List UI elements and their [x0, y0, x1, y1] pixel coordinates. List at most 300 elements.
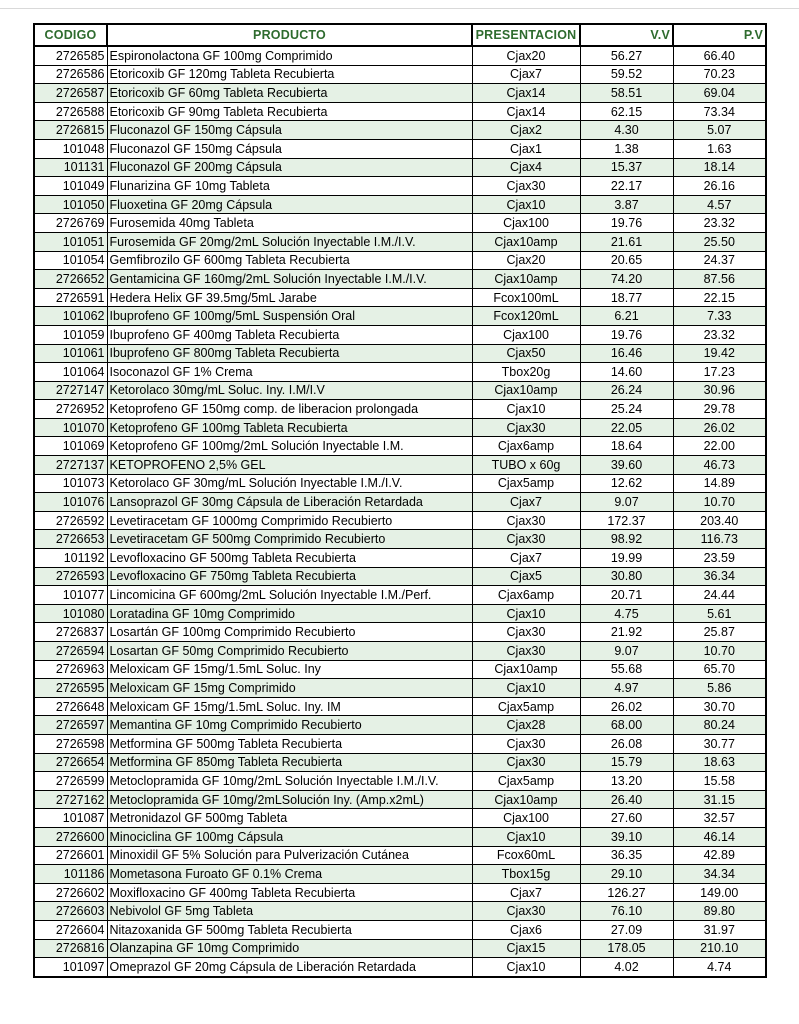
codigo-cell: 2726815 — [34, 121, 107, 140]
codigo-cell: 101076 — [34, 493, 107, 512]
codigo-cell: 101069 — [34, 437, 107, 456]
vv-cell: 18.64 — [580, 437, 673, 456]
table-row — [34, 679, 766, 698]
presentacion-cell: Cjax6amp — [472, 437, 580, 456]
codigo-cell: 101070 — [34, 418, 107, 437]
vv-cell: 68.00 — [580, 716, 673, 735]
table-row — [34, 567, 766, 586]
pv-cell: 15.58 — [673, 772, 766, 791]
vv-cell: 4.02 — [580, 958, 673, 977]
table-row — [34, 883, 766, 902]
vv-cell: 19.99 — [580, 549, 673, 568]
producto-cell: Levetiracetam GF 500mg Comprimido Recubierto — [107, 530, 472, 549]
pv-cell: 23.32 — [673, 325, 766, 344]
codigo-cell: 2726648 — [34, 697, 107, 716]
codigo-cell: 101051 — [34, 232, 107, 251]
table-row — [34, 586, 766, 605]
presentacion-cell: Fcox120mL — [472, 307, 580, 326]
producto-cell: Mometasona Furoato GF 0.1% Crema — [107, 865, 472, 884]
presentacion-cell: Cjax30 — [472, 418, 580, 437]
vv-cell: 6.21 — [580, 307, 673, 326]
table-row — [34, 381, 766, 400]
producto-cell: Meloxicam GF 15mg/1.5mL Soluc. Iny. IM — [107, 697, 472, 716]
presentacion-cell: Cjax10amp — [472, 270, 580, 289]
presentacion-cell: Cjax14 — [472, 84, 580, 103]
column-header-pv: P.V — [673, 24, 766, 46]
pv-cell: 31.97 — [673, 920, 766, 939]
producto-cell: KETOPROFENO 2,5% GEL — [107, 456, 472, 475]
vv-cell: 12.62 — [580, 474, 673, 493]
codigo-cell: 2726816 — [34, 939, 107, 958]
vv-cell: 39.10 — [580, 827, 673, 846]
table-row — [34, 195, 766, 214]
producto-cell: Ibuprofeno GF 800mg Tableta Recubierta — [107, 344, 472, 363]
table-row — [34, 660, 766, 679]
producto-cell: Hedera Helix GF 39.5mg/5mL Jarabe — [107, 288, 472, 307]
presentacion-cell: TUBO x 60g — [472, 456, 580, 475]
presentacion-cell: Cjax30 — [472, 511, 580, 530]
presentacion-cell: Cjax30 — [472, 753, 580, 772]
vv-cell: 20.65 — [580, 251, 673, 270]
presentacion-cell: Cjax10 — [472, 604, 580, 623]
producto-cell: Ibuprofeno GF 100mg/5mL Suspensión Oral — [107, 307, 472, 326]
table-row — [34, 418, 766, 437]
table-row — [34, 623, 766, 642]
pv-cell: 24.44 — [673, 586, 766, 605]
vv-cell: 26.08 — [580, 734, 673, 753]
price-table-body — [34, 46, 766, 977]
table-row — [34, 958, 766, 977]
table-row — [34, 46, 766, 65]
presentacion-cell: Cjax5 — [472, 567, 580, 586]
pv-cell: 19.42 — [673, 344, 766, 363]
presentacion-cell: Cjax6amp — [472, 586, 580, 605]
table-row — [34, 604, 766, 623]
presentacion-cell: Cjax20 — [472, 251, 580, 270]
table-row — [34, 920, 766, 939]
codigo-cell: 101073 — [34, 474, 107, 493]
producto-cell: Memantina GF 10mg Comprimido Recubierto — [107, 716, 472, 735]
codigo-cell: 2727137 — [34, 456, 107, 475]
pv-cell: 70.23 — [673, 65, 766, 84]
presentacion-cell: Cjax30 — [472, 902, 580, 921]
table-row — [34, 158, 766, 177]
producto-cell: Fluconazol GF 150mg Cápsula — [107, 121, 472, 140]
presentacion-cell: Cjax10amp — [472, 232, 580, 251]
table-row — [34, 902, 766, 921]
table-row — [34, 456, 766, 475]
pv-cell: 89.80 — [673, 902, 766, 921]
pv-cell: 149.00 — [673, 883, 766, 902]
producto-cell: Metformina GF 850mg Tableta Recubierta — [107, 753, 472, 772]
pv-cell: 36.34 — [673, 567, 766, 586]
producto-cell: Metronidazol GF 500mg Tableta — [107, 809, 472, 828]
pv-cell: 4.57 — [673, 195, 766, 214]
table-row — [34, 865, 766, 884]
table-row — [34, 474, 766, 493]
pv-cell: 24.37 — [673, 251, 766, 270]
producto-cell: Fluoxetina GF 20mg Cápsula — [107, 195, 472, 214]
producto-cell: Minoxidil GF 5% Solución para Pulverización Cutánea — [107, 846, 472, 865]
codigo-cell: 101186 — [34, 865, 107, 884]
producto-cell: Minociclina GF 100mg Cápsula — [107, 827, 472, 846]
table-row — [34, 363, 766, 382]
presentacion-cell: Cjax10 — [472, 679, 580, 698]
page-top-divider — [0, 8, 799, 9]
codigo-cell: 2726594 — [34, 642, 107, 661]
table-row — [34, 400, 766, 419]
pv-cell: 18.14 — [673, 158, 766, 177]
vv-cell: 30.80 — [580, 567, 673, 586]
vv-cell: 14.60 — [580, 363, 673, 382]
vv-cell: 16.46 — [580, 344, 673, 363]
pv-cell: 34.34 — [673, 865, 766, 884]
vv-cell: 27.60 — [580, 809, 673, 828]
presentacion-cell: Cjax7 — [472, 549, 580, 568]
vv-cell: 25.24 — [580, 400, 673, 419]
pv-cell: 80.24 — [673, 716, 766, 735]
pv-cell: 22.00 — [673, 437, 766, 456]
presentacion-cell: Cjax15 — [472, 939, 580, 958]
vv-cell: 178.05 — [580, 939, 673, 958]
presentacion-cell: Tbox20g — [472, 363, 580, 382]
producto-cell: Moxifloxacino GF 400mg Tableta Recubierta — [107, 883, 472, 902]
codigo-cell: 101050 — [34, 195, 107, 214]
vv-cell: 126.27 — [580, 883, 673, 902]
presentacion-cell: Cjax10 — [472, 400, 580, 419]
pv-cell: 17.23 — [673, 363, 766, 382]
codigo-cell: 2726598 — [34, 734, 107, 753]
producto-cell: Losartan GF 50mg Comprimido Recubierto — [107, 642, 472, 661]
header-row — [34, 24, 766, 46]
presentacion-cell: Cjax1 — [472, 139, 580, 158]
vv-cell: 9.07 — [580, 493, 673, 512]
producto-cell: Ibuprofeno GF 400mg Tableta Recubierta — [107, 325, 472, 344]
producto-cell: Levofloxacino GF 500mg Tableta Recubierta — [107, 549, 472, 568]
vv-cell: 15.79 — [580, 753, 673, 772]
table-row — [34, 214, 766, 233]
presentacion-cell: Cjax7 — [472, 493, 580, 512]
vv-cell: 19.76 — [580, 325, 673, 344]
codigo-cell: 101059 — [34, 325, 107, 344]
table-row — [34, 232, 766, 251]
presentacion-cell: Cjax2 — [472, 121, 580, 140]
codigo-cell: 2726769 — [34, 214, 107, 233]
producto-cell: Etoricoxib GF 60mg Tableta Recubierta — [107, 84, 472, 103]
pv-cell: 5.86 — [673, 679, 766, 698]
vv-cell: 18.77 — [580, 288, 673, 307]
table-row — [34, 753, 766, 772]
codigo-cell: 2726652 — [34, 270, 107, 289]
vv-cell: 20.71 — [580, 586, 673, 605]
table-row — [34, 121, 766, 140]
pv-cell: 116.73 — [673, 530, 766, 549]
table-row — [34, 84, 766, 103]
pv-cell: 42.89 — [673, 846, 766, 865]
vv-cell: 98.92 — [580, 530, 673, 549]
producto-cell: Ketorolaco 30mg/mL Soluc. Iny. I.M/I.V — [107, 381, 472, 400]
codigo-cell: 101080 — [34, 604, 107, 623]
table-row — [34, 809, 766, 828]
vv-cell: 22.17 — [580, 177, 673, 196]
vv-cell: 76.10 — [580, 902, 673, 921]
producto-cell: Flunarizina GF 10mg Tableta — [107, 177, 472, 196]
table-row — [34, 939, 766, 958]
table-row — [34, 325, 766, 344]
presentacion-cell: Cjax30 — [472, 177, 580, 196]
table-row — [34, 827, 766, 846]
producto-cell: Lansoprazol GF 30mg Cápsula de Liberación Retardada — [107, 493, 472, 512]
table-row — [34, 549, 766, 568]
codigo-cell: 2726837 — [34, 623, 107, 642]
pv-cell: 66.40 — [673, 46, 766, 65]
codigo-cell: 2727147 — [34, 381, 107, 400]
producto-cell: Ketoprofeno GF 100mg/2mL Solución Inyectable I.M. — [107, 437, 472, 456]
table-row — [34, 437, 766, 456]
presentacion-cell: Cjax4 — [472, 158, 580, 177]
presentacion-cell: Cjax30 — [472, 530, 580, 549]
pv-cell: 18.63 — [673, 753, 766, 772]
producto-cell: Metformina GF 500mg Tableta Recubierta — [107, 734, 472, 753]
pv-cell: 22.15 — [673, 288, 766, 307]
vv-cell: 15.37 — [580, 158, 673, 177]
pv-cell: 30.70 — [673, 697, 766, 716]
pv-cell: 87.56 — [673, 270, 766, 289]
table-row — [34, 716, 766, 735]
codigo-cell: 2726587 — [34, 84, 107, 103]
producto-cell: Fluconazol GF 150mg Cápsula — [107, 139, 472, 158]
producto-cell: Fluconazol GF 200mg Cápsula — [107, 158, 472, 177]
producto-cell: Ketorolaco GF 30mg/mL Solución Inyectable I.M./I.V. — [107, 474, 472, 493]
producto-cell: Levofloxacino GF 750mg Tableta Recubierta — [107, 567, 472, 586]
producto-cell: Lincomicina GF 600mg/2mL Solución Inyectable I.M./Perf. — [107, 586, 472, 605]
table-row — [34, 846, 766, 865]
vv-cell: 55.68 — [580, 660, 673, 679]
codigo-cell: 2727162 — [34, 790, 107, 809]
table-row — [34, 790, 766, 809]
vv-cell: 58.51 — [580, 84, 673, 103]
presentacion-cell: Cjax30 — [472, 623, 580, 642]
codigo-cell: 2726591 — [34, 288, 107, 307]
codigo-cell: 101062 — [34, 307, 107, 326]
presentacion-cell: Cjax100 — [472, 214, 580, 233]
pv-cell: 65.70 — [673, 660, 766, 679]
presentacion-cell: Fcox60mL — [472, 846, 580, 865]
vv-cell: 62.15 — [580, 102, 673, 121]
table-row — [34, 139, 766, 158]
pv-cell: 1.63 — [673, 139, 766, 158]
column-header-vv: V.V — [580, 24, 673, 46]
vv-cell: 4.97 — [580, 679, 673, 698]
pv-cell: 29.78 — [673, 400, 766, 419]
table-row — [34, 270, 766, 289]
codigo-cell: 2726601 — [34, 846, 107, 865]
presentacion-cell: Cjax10 — [472, 195, 580, 214]
presentacion-cell: Cjax5amp — [472, 697, 580, 716]
table-row — [34, 530, 766, 549]
pv-cell: 23.32 — [673, 214, 766, 233]
codigo-cell: 2726654 — [34, 753, 107, 772]
pv-cell: 31.15 — [673, 790, 766, 809]
table-row — [34, 65, 766, 84]
presentacion-cell: Cjax28 — [472, 716, 580, 735]
codigo-cell: 2726603 — [34, 902, 107, 921]
codigo-cell: 2726963 — [34, 660, 107, 679]
pv-cell: 5.61 — [673, 604, 766, 623]
codigo-cell: 2726952 — [34, 400, 107, 419]
codigo-cell: 101087 — [34, 809, 107, 828]
producto-cell: Nitazoxanida GF 500mg Tableta Recubierta — [107, 920, 472, 939]
producto-cell: Omeprazol GF 20mg Cápsula de Liberación Retardada — [107, 958, 472, 977]
table-row — [34, 307, 766, 326]
producto-cell: Losartán GF 100mg Comprimido Recubierto — [107, 623, 472, 642]
presentacion-cell: Cjax10amp — [472, 660, 580, 679]
pv-cell: 10.70 — [673, 493, 766, 512]
table-row — [34, 772, 766, 791]
producto-cell: Ketoprofeno GF 100mg Tableta Recubierta — [107, 418, 472, 437]
pv-cell: 5.07 — [673, 121, 766, 140]
vv-cell: 74.20 — [580, 270, 673, 289]
vv-cell: 22.05 — [580, 418, 673, 437]
table-row — [34, 344, 766, 363]
presentacion-cell: Cjax20 — [472, 46, 580, 65]
presentacion-cell: Cjax10 — [472, 827, 580, 846]
pv-cell: 69.04 — [673, 84, 766, 103]
producto-cell: Isoconazol GF 1% Crema — [107, 363, 472, 382]
table-row — [34, 734, 766, 753]
presentacion-cell: Cjax7 — [472, 883, 580, 902]
vv-cell: 9.07 — [580, 642, 673, 661]
pv-cell: 25.50 — [673, 232, 766, 251]
vv-cell: 39.60 — [580, 456, 673, 475]
pv-cell: 46.14 — [673, 827, 766, 846]
pv-cell: 30.77 — [673, 734, 766, 753]
producto-cell: Meloxicam GF 15mg/1.5mL Soluc. Iny — [107, 660, 472, 679]
presentacion-cell: Cjax6 — [472, 920, 580, 939]
vv-cell: 26.02 — [580, 697, 673, 716]
codigo-cell: 2726592 — [34, 511, 107, 530]
codigo-cell: 2726597 — [34, 716, 107, 735]
presentacion-cell: Cjax30 — [472, 642, 580, 661]
pv-cell: 73.34 — [673, 102, 766, 121]
table-row — [34, 642, 766, 661]
producto-cell: Metoclopramida GF 10mg/2mLSolución Iny. (Amp.x2mL) — [107, 790, 472, 809]
pv-cell: 10.70 — [673, 642, 766, 661]
codigo-cell: 101192 — [34, 549, 107, 568]
producto-cell: Etoricoxib GF 120mg Tableta Recubierta — [107, 65, 472, 84]
presentacion-cell: Cjax10 — [472, 958, 580, 977]
column-header-producto: PRODUCTO — [107, 24, 472, 46]
producto-cell: Furosemida 40mg Tableta — [107, 214, 472, 233]
pv-cell: 46.73 — [673, 456, 766, 475]
vv-cell: 21.61 — [580, 232, 673, 251]
codigo-cell: 101097 — [34, 958, 107, 977]
pv-cell: 26.16 — [673, 177, 766, 196]
vv-cell: 4.75 — [580, 604, 673, 623]
codigo-cell: 2726602 — [34, 883, 107, 902]
pv-cell: 210.10 — [673, 939, 766, 958]
producto-cell: Olanzapina GF 10mg Comprimido — [107, 939, 472, 958]
presentacion-cell: Cjax5amp — [472, 474, 580, 493]
producto-cell: Ketoprofeno GF 150mg comp. de liberacion prolongada — [107, 400, 472, 419]
presentacion-cell: Fcox100mL — [472, 288, 580, 307]
pv-cell: 4.74 — [673, 958, 766, 977]
presentacion-cell: Cjax7 — [472, 65, 580, 84]
presentacion-cell: Cjax100 — [472, 325, 580, 344]
vv-cell: 19.76 — [580, 214, 673, 233]
table-row — [34, 251, 766, 270]
codigo-cell: 2726653 — [34, 530, 107, 549]
producto-cell: Nebivolol GF 5mg Tableta — [107, 902, 472, 921]
presentacion-cell: Cjax10amp — [472, 790, 580, 809]
codigo-cell: 2726585 — [34, 46, 107, 65]
table-row — [34, 697, 766, 716]
codigo-cell: 101131 — [34, 158, 107, 177]
producto-cell: Etoricoxib GF 90mg Tableta Recubierta — [107, 102, 472, 121]
table-row — [34, 493, 766, 512]
pv-cell: 30.96 — [673, 381, 766, 400]
column-header-presentacion: PRESENTACION — [472, 24, 580, 46]
codigo-cell: 101064 — [34, 363, 107, 382]
vv-cell: 29.10 — [580, 865, 673, 884]
presentacion-cell: Tbox15g — [472, 865, 580, 884]
pv-cell: 23.59 — [673, 549, 766, 568]
vv-cell: 172.37 — [580, 511, 673, 530]
codigo-cell: 101048 — [34, 139, 107, 158]
presentacion-cell: Cjax100 — [472, 809, 580, 828]
vv-cell: 36.35 — [580, 846, 673, 865]
producto-cell: Espironolactona GF 100mg Comprimido — [107, 46, 472, 65]
table-row — [34, 102, 766, 121]
producto-cell: Furosemida GF 20mg/2mL Solución Inyectable I.M./I.V. — [107, 232, 472, 251]
vv-cell: 56.27 — [580, 46, 673, 65]
codigo-cell: 2726586 — [34, 65, 107, 84]
codigo-cell: 101054 — [34, 251, 107, 270]
presentacion-cell: Cjax10amp — [472, 381, 580, 400]
column-header-codigo: CODIGO — [34, 24, 107, 46]
codigo-cell: 2726600 — [34, 827, 107, 846]
vv-cell: 4.30 — [580, 121, 673, 140]
vv-cell: 13.20 — [580, 772, 673, 791]
producto-cell: Gemfibrozilo GF 600mg Tableta Recubierta — [107, 251, 472, 270]
codigo-cell: 101049 — [34, 177, 107, 196]
codigo-cell: 2726588 — [34, 102, 107, 121]
vv-cell: 59.52 — [580, 65, 673, 84]
presentacion-cell: Cjax14 — [472, 102, 580, 121]
pv-cell: 14.89 — [673, 474, 766, 493]
producto-cell: Metoclopramida GF 10mg/2mL Solución Inyectable I.M./I.V. — [107, 772, 472, 791]
pv-cell: 26.02 — [673, 418, 766, 437]
price-table — [33, 23, 767, 978]
vv-cell: 3.87 — [580, 195, 673, 214]
producto-cell: Meloxicam GF 15mg Comprimido — [107, 679, 472, 698]
codigo-cell: 101077 — [34, 586, 107, 605]
pv-cell: 25.87 — [673, 623, 766, 642]
price-table-header — [34, 24, 766, 46]
codigo-cell: 101061 — [34, 344, 107, 363]
pv-cell: 32.57 — [673, 809, 766, 828]
presentacion-cell: Cjax30 — [472, 734, 580, 753]
vv-cell: 26.24 — [580, 381, 673, 400]
pv-cell: 203.40 — [673, 511, 766, 530]
codigo-cell: 2726599 — [34, 772, 107, 791]
vv-cell: 26.40 — [580, 790, 673, 809]
producto-cell: Loratadina GF 10mg Comprimido — [107, 604, 472, 623]
pv-cell: 7.33 — [673, 307, 766, 326]
vv-cell: 1.38 — [580, 139, 673, 158]
vv-cell: 21.92 — [580, 623, 673, 642]
codigo-cell: 2726595 — [34, 679, 107, 698]
